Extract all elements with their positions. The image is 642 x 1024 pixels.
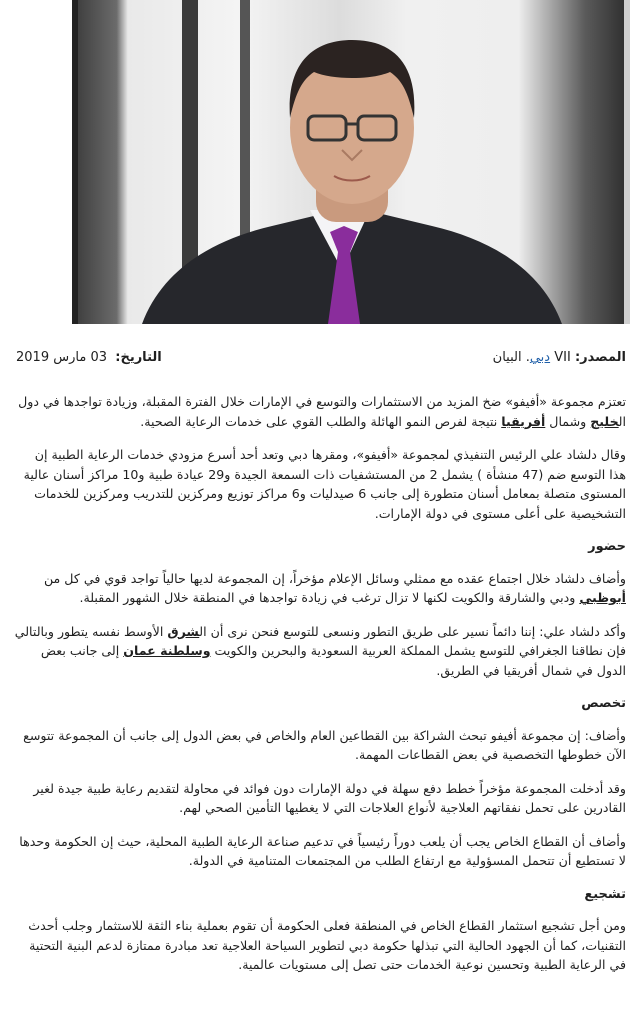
source-line (493, 350, 626, 365)
paragraph: وقد أدخلت المجموعة مؤخراً خطط دفع سهلة في دولة الإمارات دون فوائد في محاولة لتقديم رعاية طبية جيدة لغير القادرين على تحمل نفقاتهم العلاجية لأنواع العلاجات التي لا يغطيها التأمين الصحي لهم. (33, 780, 626, 815)
paragraph (14, 569, 626, 608)
photo-frame-right (624, 0, 630, 324)
section-heading: حضور (588, 539, 626, 554)
text: إلى جانب بعض الدول في شمال أفريقيا في الطريق. (40, 643, 626, 678)
text: وأضاف دلشاد خلال اجتماع عقده مع ممثلي وسائل الإعلام مؤخراً، إن المجموعة لديها حالياً تواجد قوي في كل من (43, 570, 626, 586)
text: ودبي والشارقة والكويت لكنها لا تزال ترغب في زيادة تواجدها في المنطقة خلال الشهور المقبلة. (79, 590, 580, 605)
article-body (14, 392, 626, 989)
source-link[interactable]: دبي (529, 350, 551, 365)
text: تعتزم مجموعة «أفيفو» ضخ المزيد من الاستثمارات والتوسع في الإمارات خلال الفترة المقبلة، وزيادة تواجدها في دول ال (18, 394, 626, 429)
paragraph (14, 622, 626, 681)
source-value: VII (554, 350, 571, 365)
keyword-link[interactable]: وسلطنة عمان (123, 643, 211, 658)
source-value-2: . البيان (492, 350, 530, 365)
section-heading: تشجيع (584, 886, 626, 902)
keyword-link[interactable]: خليج (590, 413, 619, 429)
section-heading: تخصص (581, 696, 626, 711)
paragraph: وأضاف: إن مجموعة أفيفو تبحث الشراكة بين القطاعين العام والخاص في بعض الدول إلى جانب أن المجموعة تتوسع الآن خطوطها التخصصية في بعض القطاعات المهمة. (23, 727, 626, 762)
text: الأوسط نفسه يتطور وبالتالي فإن نطاقنا الجغرافي للتوسع يشمل المملكة العربية السعودية والبحرين والكويت (14, 623, 626, 658)
article-meta (16, 350, 626, 372)
keyword-link[interactable]: أفريقيا (501, 413, 546, 429)
text: وشمال (545, 413, 591, 429)
paragraph: وقال دلشاد علي الرئيس التنفيذي لمجموعة «أفيفو»، ومقرها دبي وتعد أحد أسرع مزودي خدمات الرعاية الطبية إن هذا التوسع ضم (47 منشأة ) يشمل 2 من المستشفيات ذات السمعة الجيدة و29 عيادة طبية و10 مراكز أسنان عالية المستوى متصلة بمعامل أسنان متطورة إلى جانب 6 صيدليات و6 مراكز توزيع ومركزين للتدريب ومركزين للخدمات التشخيصية على أعلى مستوى في دولة الإمارات. (23, 447, 626, 521)
source-label: المصدر: (574, 350, 626, 365)
date-line (16, 350, 162, 365)
keyword-link[interactable]: أبوظبي (579, 590, 626, 605)
paragraph: ومن أجل تشجيع استثمار القطاع الخاص في المنطقة فعلى الحكومة أن تقوم بعملية بناء الثقة للاستثمار وجلب أحدث التقنيات، كما أن الجهود الحالية التي تبذلها حكومة دبي لتطوير السياحة العلاجية تعد مبادرة ممتازة لدعم البنية التحتية في الرعاية الطبية وتحسين نوعية الخدمات حتى تصل إلى مستويات عالمية. (28, 918, 626, 972)
person-figure (72, 0, 630, 324)
paragraph: وأضاف أن القطاع الخاص يجب أن يلعب دوراً رئيسياً في تدعيم صناعة الرعاية الطبية المحلية، حيث إن الحكومة وحدها لا تستطيع أن تتحمل المسؤولية مع ارتفاع الطلب من المجتمعات المتنامية في الدولة. (19, 833, 626, 868)
keyword-link[interactable]: شرق (167, 623, 200, 639)
portrait-photo (72, 0, 630, 324)
paragraph (14, 392, 626, 431)
text: نتيجة لفرص النمو الهائلة والطلب القوي على خدمات الرعاية الصحية. (140, 413, 502, 429)
text: وأكد دلشاد علي: إننا دائماً نسير على طريق التطور ونسعى للتوسع فنحن نرى أن ال (199, 623, 626, 639)
date-label: التاريخ: (115, 350, 162, 365)
date-value: 03 مارس 2019 (16, 350, 107, 365)
